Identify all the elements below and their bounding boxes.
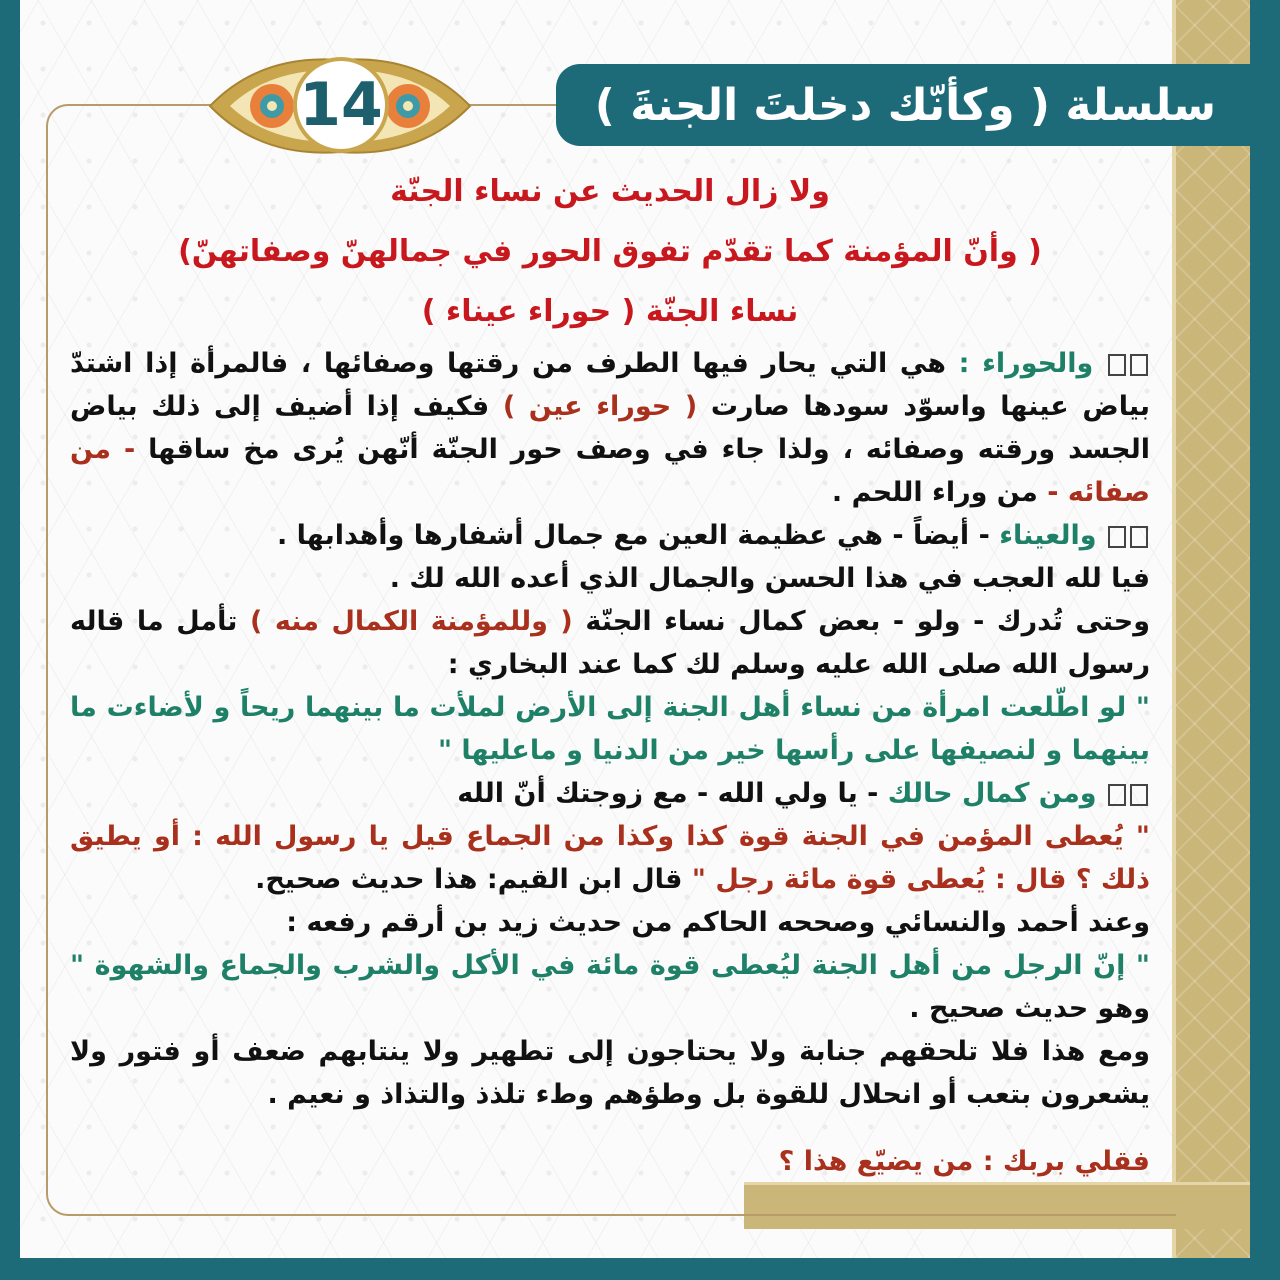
text: قال ابن القيم: هذا حديث صحيح. [255, 864, 692, 895]
article-body [70, 162, 1150, 1183]
bullet-icon [1108, 784, 1126, 806]
bullet-icon [1108, 526, 1126, 548]
paragraph-purity: ومع هذا فلا تلحقهم جنابة ولا يحتاجون إلى تطهير ولا ينتابهم ضعف أو فتور ولا يشعرون بتعب أو انحلال للقوة بل وطؤهم وطء تلذذ والتذاذ و نعيم . [70, 1036, 1150, 1110]
highlight: ( وللمؤمنة الكمال منه ) [249, 606, 573, 637]
term-perfection: ومن كمال حالك [887, 778, 1097, 809]
paragraph-hawraa [70, 342, 1150, 514]
paragraph-wonder: فيا لله العجب في هذا الحسن والجمال الذي أعده الله لك . [389, 563, 1150, 594]
heading-2: ( وأنّ المؤمنة كما تقدّم تفوق الحور في جمالهنّ وصفاتهنّ) [178, 234, 1042, 269]
text: وهو حديث صحيح . [909, 993, 1150, 1024]
text: - أيضاً - هي عظيمة العين مع جمال أشفارها وأهدابها . [276, 520, 1000, 551]
series-title: سلسلة ( وكأنّك دخلتَ الجنةَ ) [594, 79, 1216, 131]
episode-number: 14 [299, 70, 383, 140]
bullet-icon [1130, 354, 1148, 376]
paragraph-ahmad: وعند أحمد والنسائي وصححه الحاكم من حديث زيد بن أرقم رفعه : [286, 907, 1150, 938]
heading-3: نساء الجنّة ( حوراء عيناء ) [421, 294, 799, 329]
closing-question: فقلي بربك : من يضيّع هذا ؟ [778, 1146, 1150, 1177]
frame-left [0, 0, 20, 1280]
bullet-icon [1130, 784, 1148, 806]
paragraph-hadith-2 [70, 815, 1150, 901]
heading-1: ولا زال الحديث عن نساء الجنّة [390, 174, 830, 209]
hadith-2: " يُعطى المؤمن في الجنة قوة كذا وكذا من الجماع قيل يا رسول الله : أو يطيق ذلك ؟ قال : يُعطى قوة مائة رجل " [70, 821, 1150, 895]
frame-bottom [0, 1258, 1280, 1280]
paragraph-hadith-3 [70, 944, 1150, 1030]
text: - يا ولي الله - مع زوجتك أنّ الله [457, 778, 888, 809]
paragraph-ponder [70, 600, 1150, 686]
text: هي التي يحار فيها الطرف من رقتها وصفائها ، فالمرأة إذا اشتدّ بياض عينها واسوّد سودها صارت [70, 348, 1150, 422]
frame-right [1250, 0, 1280, 1280]
paragraph-ainaa [70, 514, 1150, 557]
bullet-icon [1130, 526, 1148, 548]
text: فكيف إذا أضيف إلى ذلك بياض الجسد ورقته وصفائه ، ولذا جاء في وصف حور الجنّة أنّهن يُرى مخ ساقها [70, 391, 1150, 465]
bullet-icon [1108, 354, 1126, 376]
number-medallion [200, 54, 480, 158]
highlight: ( حوراء عين ) [502, 391, 698, 422]
text: تأمل ما قاله رسول الله صلى الله عليه وسلم لك كما عند البخاري : [70, 606, 1150, 680]
highlight: - من صفائه - [70, 434, 1150, 508]
text: من وراء اللحم . [831, 477, 1048, 508]
term-hawraa: والحوراء : [958, 348, 1094, 379]
term-ainaa: والعيناء [999, 520, 1097, 551]
text: وحتى تُدرك - ولو - بعض كمال نساء الجنّة [572, 606, 1150, 637]
hadith-3: " إنّ الرجل من أهل الجنة ليُعطى قوة مائة في الأكل والشرب والجماع والشهوة " [70, 950, 1150, 981]
gold-side-strip [1172, 0, 1250, 1258]
paragraph-perfection [70, 772, 1150, 815]
hadith-1: " لو اطّلعت امرأة من نساء أهل الجنة إلى الأرض لملأت ما بينهما ريحاً و لأضاءت ما بينهما و لنصيفها على رأسها خير من الدنيا و ماعليها " [70, 692, 1150, 766]
title-banner [556, 64, 1280, 146]
